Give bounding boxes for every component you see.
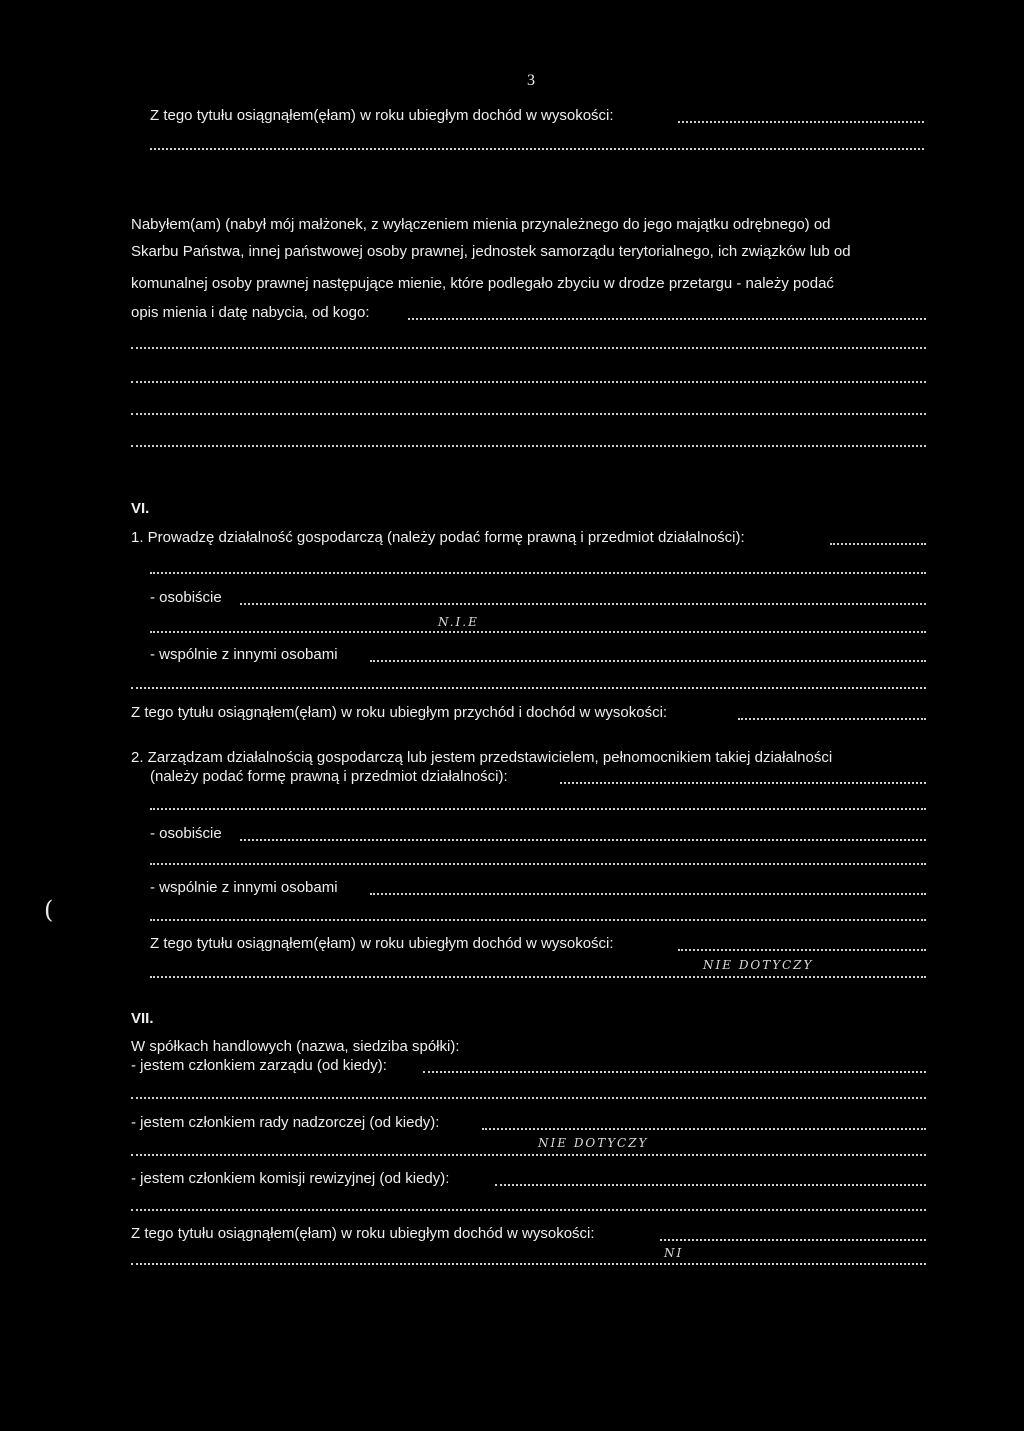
section-vii-heading: VII. xyxy=(131,1010,154,1027)
fill-line xyxy=(131,1154,926,1156)
income-statement-label: Z tego tytułu osiągnąłem(ęłam) w roku ubiegłym przychód i dochód w wysokości: xyxy=(131,704,668,721)
fill-line xyxy=(131,1097,926,1099)
audit-committee-label: - jestem członkiem komisji rewizyjnej (od kiedy): xyxy=(131,1170,450,1187)
fill-line xyxy=(660,1239,926,1241)
fill-line xyxy=(150,863,926,865)
fill-line xyxy=(678,949,926,951)
jointly-label: - wspólnie z innymi osobami xyxy=(150,646,338,663)
fill-line xyxy=(408,318,926,320)
fill-line xyxy=(830,543,926,545)
fill-line xyxy=(150,148,924,150)
management-activity-label: (należy podać formę prawną i przedmiot działalności): xyxy=(150,768,508,785)
fill-line xyxy=(423,1071,926,1073)
handwritten-answer: N.I.E xyxy=(438,615,479,629)
fill-line xyxy=(495,1184,926,1186)
supervisory-board-label: - jestem członkiem rady nadzorczej (od kiedy): xyxy=(131,1114,440,1131)
margin-mark: ( xyxy=(44,896,54,924)
income-fill-line xyxy=(678,121,924,123)
fill-line xyxy=(131,381,926,383)
personally-label: - osobiście xyxy=(150,589,222,606)
fill-line xyxy=(150,631,926,633)
handwritten-answer: NIE DOTYCZY xyxy=(703,958,814,972)
fill-line xyxy=(131,1263,926,1265)
fill-line xyxy=(150,919,926,921)
fill-line xyxy=(370,893,926,895)
business-activity-label: 1. Prowadzę działalność gospodarczą (należy podać formę prawną i przedmiot działalności): xyxy=(131,529,745,546)
income-statement-label: Z tego tytułu osiągnąłem(ęłam) w roku ubiegłym dochód w wysokości: xyxy=(150,107,614,124)
fill-line xyxy=(131,445,926,447)
fill-line xyxy=(131,413,926,415)
acquired-property-text: opis mienia i datę nabycia, od kogo: xyxy=(131,304,370,321)
fill-line xyxy=(150,976,926,978)
fill-line xyxy=(131,687,926,689)
fill-line xyxy=(131,1209,926,1211)
management-activity-label: 2. Zarządzam działalnością gospodarczą lub jestem przedstawicielem, pełnomocnikiem takiej działalności xyxy=(131,749,833,766)
fill-line xyxy=(482,1128,926,1130)
income-statement-label: Z tego tytułu osiągnąłem(ęłam) w roku ubiegłym dochód w wysokości: xyxy=(131,1225,595,1242)
fill-line xyxy=(560,782,926,784)
fill-line xyxy=(150,572,926,574)
jointly-label: - wspólnie z innymi osobami xyxy=(150,879,338,896)
acquired-property-text: komunalnej osoby prawnej następujące mienie, które podlegało zbyciu w drodze przetargu - należy podać xyxy=(131,275,834,292)
fill-line xyxy=(240,603,926,605)
fill-line xyxy=(131,347,926,349)
board-member-label: - jestem członkiem zarządu (od kiedy): xyxy=(131,1057,387,1074)
fill-line xyxy=(240,839,926,841)
section-vi-heading: VI. xyxy=(131,500,150,517)
page-number: 3 xyxy=(527,72,535,89)
handwritten-answer: NI xyxy=(664,1246,684,1260)
fill-line xyxy=(150,808,926,810)
personally-label: - osobiście xyxy=(150,825,222,842)
acquired-property-text: Nabyłem(am) (nabył mój małżonek, z wyłączeniem mienia przynależnego do jego majątku odrębnego) od xyxy=(131,216,831,233)
acquired-property-text: Skarbu Państwa, innej państwowej osoby prawnej, jednostek samorządu terytorialnego, ich związków lub od xyxy=(131,243,851,260)
companies-label: W spółkach handlowych (nazwa, siedziba spółki): xyxy=(131,1038,460,1055)
fill-line xyxy=(370,660,926,662)
fill-line xyxy=(738,718,926,720)
income-statement-label: Z tego tytułu osiągnąłem(ęłam) w roku ubiegłym dochód w wysokości: xyxy=(150,935,614,952)
handwritten-answer: NIE DOTYCZY xyxy=(538,1136,649,1150)
